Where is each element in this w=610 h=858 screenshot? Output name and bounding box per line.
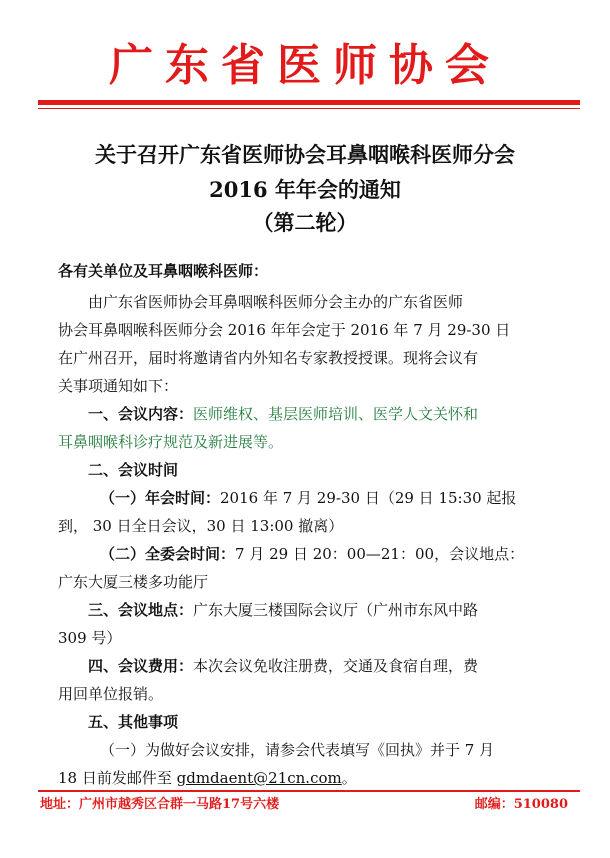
- intro-line-2: 协会耳鼻咽喉科医师分会 2016 年年会定于 2016 年 7 月 29-30 日: [58, 321, 511, 339]
- section-2-heading: 二、会议时间: [88, 461, 179, 479]
- section-3-line-1: [88, 596, 588, 624]
- section-2b-text: 7 月 29 日 20：00—21：00，会议地点：: [235, 545, 525, 563]
- section-5-heading: 五、其他事项: [88, 713, 179, 731]
- notice-title-round: （第二轮）: [252, 210, 358, 235]
- section-5-text-suffix: 。: [341, 769, 357, 787]
- notice-title-line1: 关于召开广东省医师协会耳鼻咽喉科医师分会: [95, 142, 515, 167]
- intro-line-4: 关事项通知如下：: [58, 377, 179, 395]
- footer-postcode: 邮编：510080: [474, 797, 568, 812]
- section-3-label: 三、会议地点：: [88, 601, 194, 619]
- section-2b-label: （二）全委会时间：: [100, 545, 236, 563]
- letterhead-title: 广东省医师协会: [109, 40, 501, 91]
- section-5-text-prefix: 18 日前发邮件至: [58, 769, 177, 787]
- section-3-line-2: 309 号）: [58, 629, 122, 647]
- notice-title-line2: 2016 年年会的通知: [209, 177, 401, 202]
- section-1-label: 一、会议内容：: [88, 405, 194, 423]
- section-2a-line-2: 到， 30 日全日会议，30 日 13:00 撤离）: [58, 517, 344, 535]
- section-4-text: 本次会议免收注册费，交通及食宿自理，费: [193, 657, 479, 675]
- section-4-line-1: [88, 652, 588, 680]
- section-2a-text: 2016 年 7 月 29-30 日（29 日 15:30 起报: [220, 489, 517, 507]
- email-link[interactable]: gdmdaent@21cn.com: [176, 769, 342, 787]
- section-1-line-1: [88, 400, 588, 428]
- section-4-label: 四、会议费用：: [88, 657, 194, 675]
- section-5-line-1: （一）为做好会议安排，请参会代表填写《回执》并于 7 月: [100, 741, 495, 759]
- section-2a-line-1: [100, 484, 600, 512]
- salutation: 各有关单位及耳鼻咽喉科医师：: [58, 262, 269, 280]
- intro-line-1: 由广东省医师协会耳鼻咽喉科医师分会主办的广东省医师: [88, 293, 464, 311]
- section-2a-label: （一）年会时间：: [100, 489, 221, 507]
- section-2b-line-1: [100, 540, 600, 568]
- section-1-content: 医师维权、基层医师培训、医学人文关怀和: [193, 405, 479, 423]
- footer-address: 地址：广州市越秀区合群一马路17号六楼: [40, 797, 280, 812]
- section-5-line-2: [58, 764, 558, 792]
- section-1-line-2: 耳鼻咽喉科诊疗规范及新进展等。: [58, 433, 284, 451]
- intro-line-3: 在广州召开，届时将邀请省内外知名专家教授授课。现将会议有: [58, 349, 479, 367]
- section-3-text: 广东大厦三楼国际会议厅（广州市东风中路: [193, 601, 479, 619]
- footer-rule: [38, 790, 580, 792]
- section-2b-line-2: 广东大厦三楼多功能厅: [58, 573, 209, 591]
- section-4-line-2: 用回单位报销。: [58, 685, 164, 703]
- letterhead-rule-thick: [38, 100, 580, 105]
- letterhead-rule-thin: [38, 108, 580, 109]
